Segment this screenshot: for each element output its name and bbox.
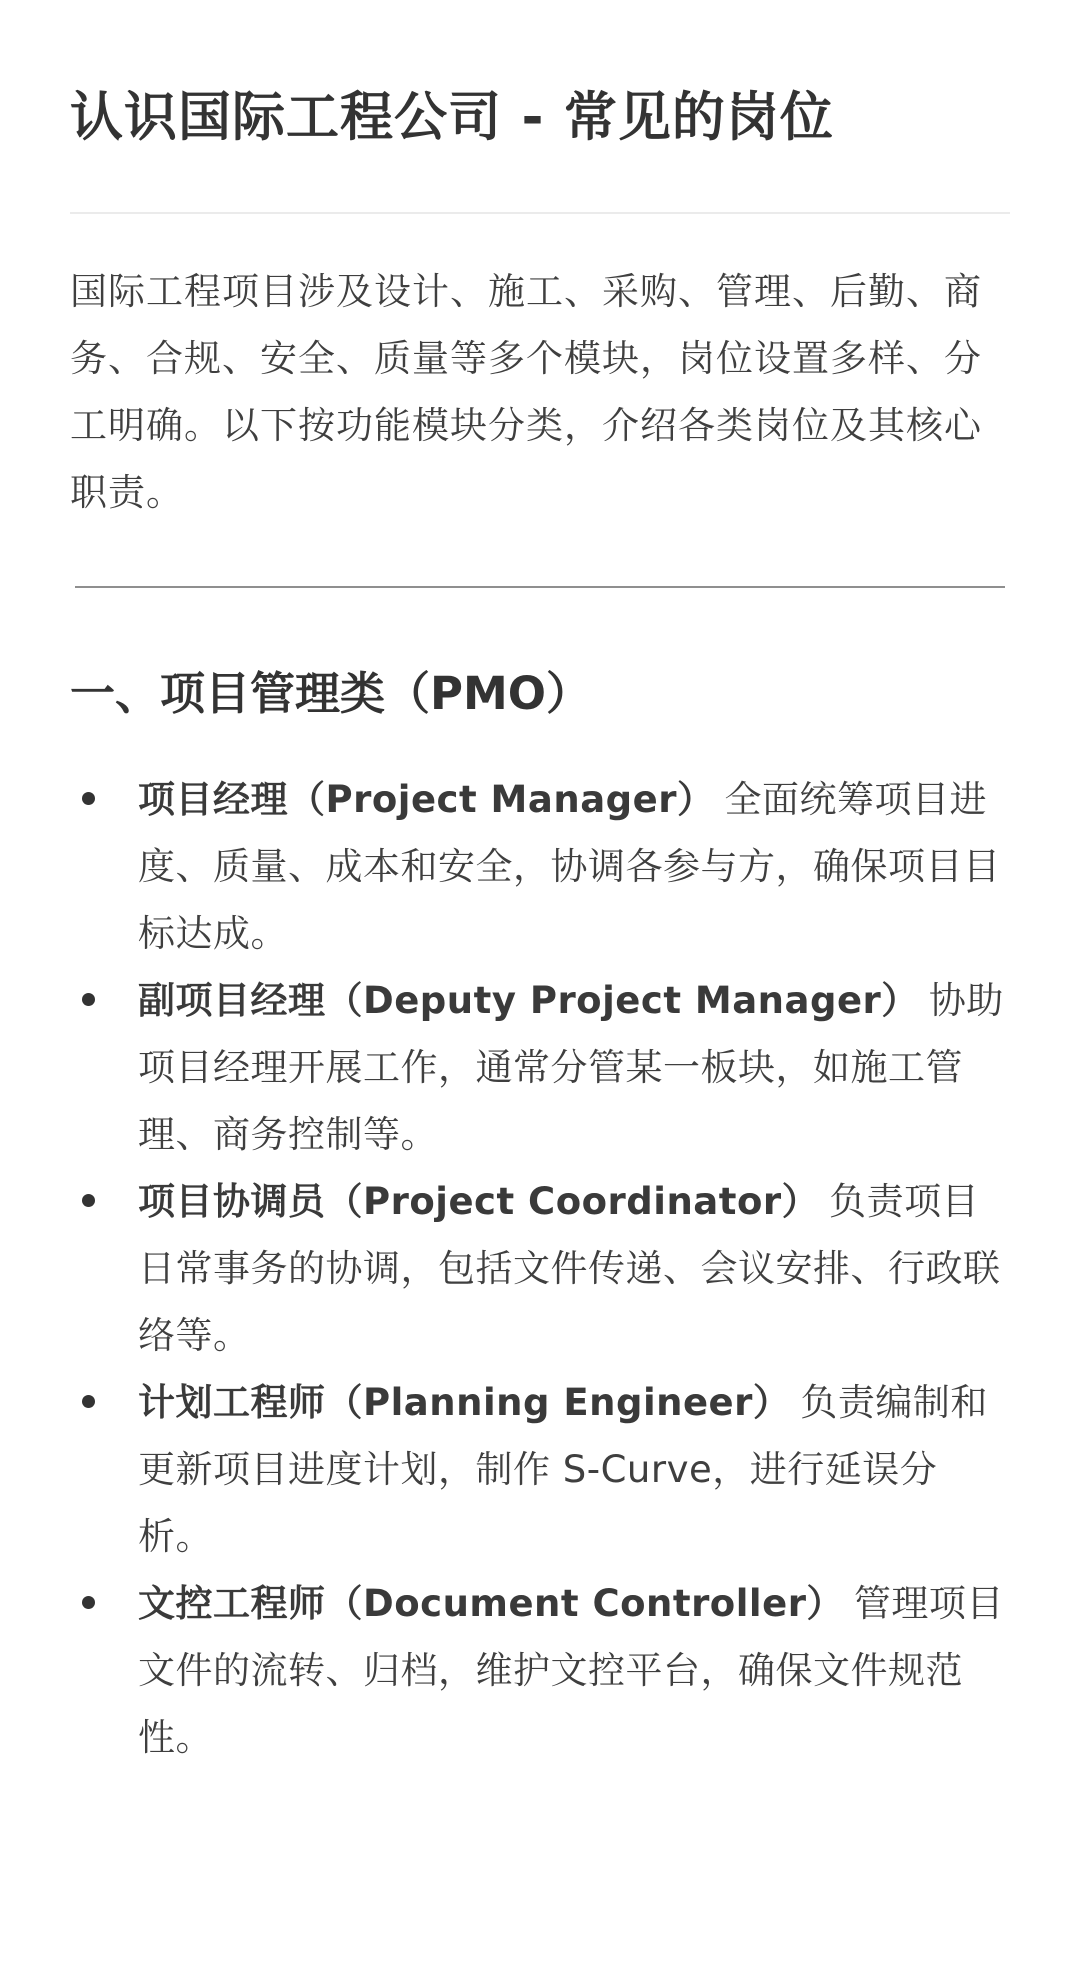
role-description: 负责项目日常事务的协调，包括文件传递、会议安排、行政联络等。 [138, 1180, 1001, 1357]
role-name: 副项目经理（Deputy Project Manager） [138, 979, 919, 1022]
title-divider [70, 212, 1010, 214]
list-item [70, 1570, 1010, 1771]
bullet-icon [82, 1596, 95, 1609]
list-item [70, 1168, 1010, 1369]
list-item [70, 1369, 1010, 1570]
list-item [70, 967, 1010, 1168]
bullet-icon [82, 993, 95, 1006]
bullet-icon [82, 1395, 95, 1408]
role-description: 全面统筹项目进度、质量、成本和安全，协调各参与方，确保项目目标达成。 [138, 778, 1001, 955]
intro-paragraph: 国际工程项目涉及设计、施工、采购、管理、后勤、商务、合规、安全、质量等多个模块，岗位设置多样、分工明确。以下按功能模块分类，介绍各类岗位及其核心职责。 [70, 270, 982, 514]
role-description: 负责编制和更新项目进度计划，制作 S-Curve，进行延误分析。 [138, 1381, 988, 1558]
role-description: 管理项目文件的流转、归档，维护文控平台，确保文件规范性。 [138, 1582, 1004, 1759]
role-list [70, 766, 1010, 1771]
section-heading: 一、项目管理类（PMO） [70, 667, 592, 720]
page-title: 认识国际工程公司 - 常见的岗位 [70, 87, 834, 148]
role-name: 项目协调员（Project Coordinator） [138, 1180, 820, 1223]
role-description: 协助项目经理开展工作，通常分管某一板块，如施工管理、商务控制等。 [138, 979, 1004, 1156]
role-name: 项目经理（Project Manager） [138, 778, 715, 821]
bullet-icon [82, 792, 95, 805]
role-name: 计划工程师（Planning Engineer） [138, 1381, 791, 1424]
section-divider [75, 586, 1005, 588]
bullet-icon [82, 1194, 95, 1207]
list-item [70, 766, 1010, 967]
role-name: 文控工程师（Document Controller） [138, 1582, 844, 1625]
